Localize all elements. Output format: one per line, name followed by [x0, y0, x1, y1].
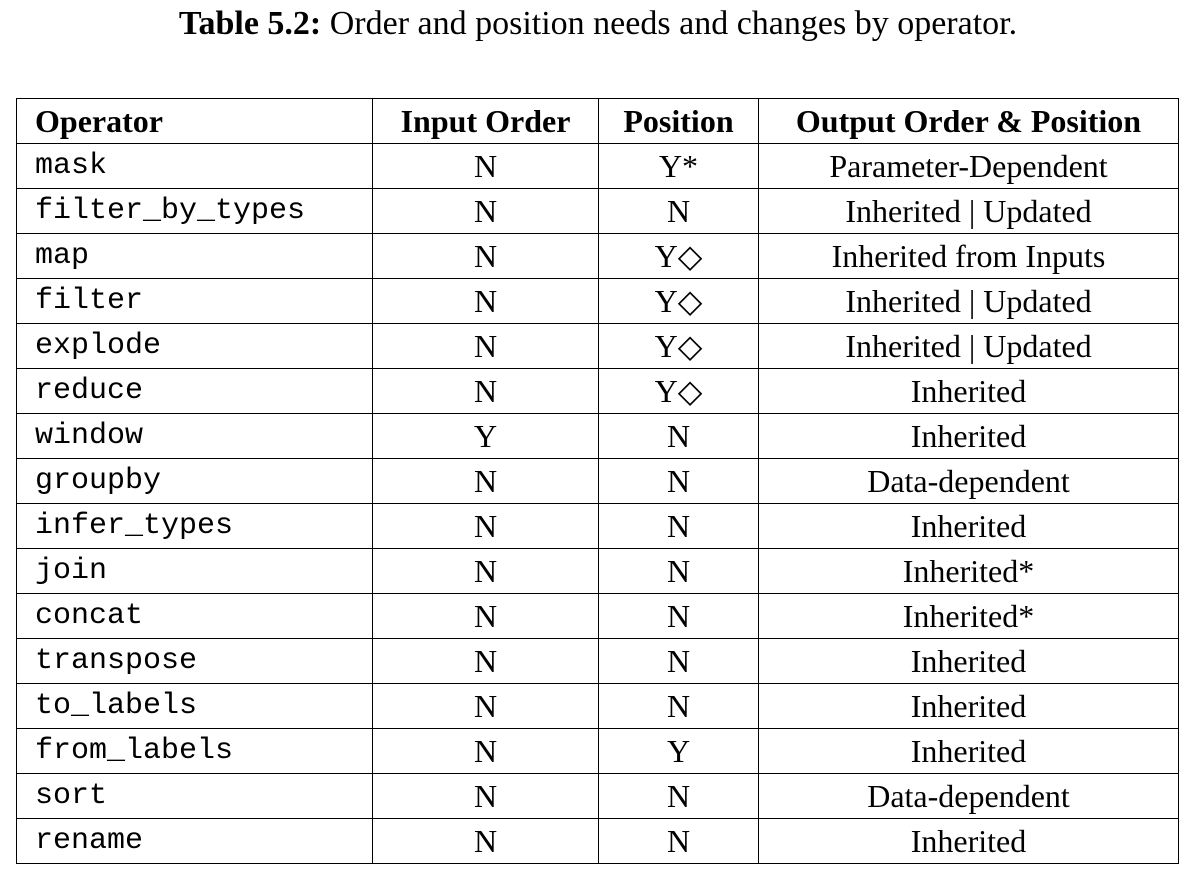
table-row: [17, 459, 1179, 504]
table-row: [17, 279, 1179, 324]
table-row: [17, 774, 1179, 819]
cell-operator: transpose: [17, 639, 373, 684]
table-row: [17, 729, 1179, 774]
cell-position: Y: [599, 729, 759, 774]
cell-input-order: N: [373, 459, 599, 504]
cell-position: Y◇: [599, 324, 759, 369]
cell-output: Inherited*: [759, 549, 1179, 594]
cell-output: Inherited from Inputs: [759, 234, 1179, 279]
cell-position: N: [599, 189, 759, 234]
cell-output: Inherited: [759, 639, 1179, 684]
cell-output: Inherited: [759, 504, 1179, 549]
cell-operator: filter_by_types: [17, 189, 373, 234]
caption-label: Table 5.2:: [178, 5, 322, 42]
table-row: [17, 369, 1179, 414]
cell-operator: map: [17, 234, 373, 279]
cell-output: Data-dependent: [759, 459, 1179, 504]
table-row: [17, 234, 1179, 279]
cell-output: Inherited: [759, 819, 1179, 864]
table-row: [17, 144, 1179, 189]
cell-position: N: [599, 594, 759, 639]
cell-output: Data-dependent: [759, 774, 1179, 819]
cell-input-order: Y: [373, 414, 599, 459]
cell-position: N: [599, 819, 759, 864]
cell-output: Inherited*: [759, 594, 1179, 639]
cell-operator: mask: [17, 144, 373, 189]
cell-input-order: N: [373, 144, 599, 189]
header-operator: Operator: [17, 99, 373, 144]
cell-operator: explode: [17, 324, 373, 369]
cell-output: Parameter-Dependent: [759, 144, 1179, 189]
table-row: [17, 819, 1179, 864]
cell-position: Y◇: [599, 369, 759, 414]
operator-table: [16, 98, 1179, 864]
cell-position: N: [599, 639, 759, 684]
table-row: [17, 639, 1179, 684]
cell-operator: groupby: [17, 459, 373, 504]
cell-input-order: N: [373, 324, 599, 369]
header-output: Output Order & Position: [759, 99, 1179, 144]
cell-position: Y◇: [599, 234, 759, 279]
cell-position: N: [599, 549, 759, 594]
header-input-order: Input Order: [373, 99, 599, 144]
table-row: [17, 504, 1179, 549]
cell-operator: join: [17, 549, 373, 594]
cell-position: Y*: [599, 144, 759, 189]
cell-position: N: [599, 459, 759, 504]
cell-input-order: N: [373, 279, 599, 324]
table-row: [17, 684, 1179, 729]
cell-operator: reduce: [17, 369, 373, 414]
cell-position: N: [599, 684, 759, 729]
cell-position: N: [599, 504, 759, 549]
cell-input-order: N: [373, 819, 599, 864]
table-row: [17, 189, 1179, 234]
header-row: [17, 99, 1179, 144]
cell-input-order: N: [373, 774, 599, 819]
header-position: Position: [599, 99, 759, 144]
cell-operator: sort: [17, 774, 373, 819]
cell-output: Inherited | Updated: [759, 324, 1179, 369]
cell-output: Inherited: [759, 729, 1179, 774]
cell-output: Inherited | Updated: [759, 279, 1179, 324]
cell-position: Y◇: [599, 279, 759, 324]
cell-position: N: [599, 414, 759, 459]
cell-operator: filter: [17, 279, 373, 324]
cell-output: Inherited: [759, 414, 1179, 459]
cell-input-order: N: [373, 234, 599, 279]
cell-operator: to_labels: [17, 684, 373, 729]
cell-position: N: [599, 774, 759, 819]
table-body: [17, 144, 1179, 864]
table-row: [17, 594, 1179, 639]
cell-input-order: N: [373, 549, 599, 594]
cell-input-order: N: [373, 369, 599, 414]
cell-input-order: N: [373, 729, 599, 774]
table-row: [17, 549, 1179, 594]
cell-operator: concat: [17, 594, 373, 639]
cell-operator: from_labels: [17, 729, 373, 774]
cell-output: Inherited: [759, 369, 1179, 414]
cell-input-order: N: [373, 189, 599, 234]
table-caption: [0, 4, 1196, 44]
cell-operator: infer_types: [17, 504, 373, 549]
table-row: [17, 414, 1179, 459]
cell-operator: window: [17, 414, 373, 459]
cell-input-order: N: [373, 504, 599, 549]
table-row: [17, 324, 1179, 369]
cell-input-order: N: [373, 639, 599, 684]
cell-input-order: N: [373, 594, 599, 639]
caption-text: Order and position needs and changes by operator.: [329, 5, 1018, 42]
cell-output: Inherited | Updated: [759, 189, 1179, 234]
cell-output: Inherited: [759, 684, 1179, 729]
cell-input-order: N: [373, 684, 599, 729]
cell-operator: rename: [17, 819, 373, 864]
